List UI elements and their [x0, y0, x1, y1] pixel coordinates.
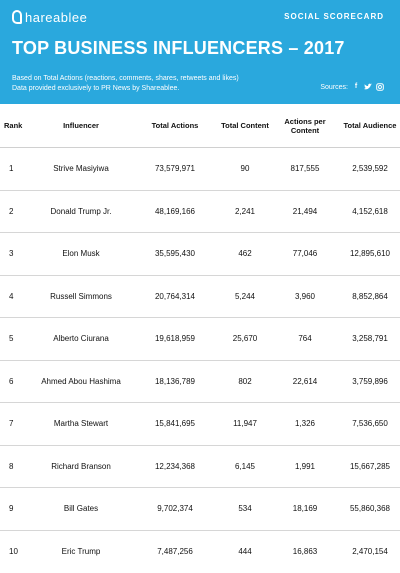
cell-actions-per-content: 77,046 — [270, 249, 340, 258]
cell-total-content: 2,241 — [220, 207, 270, 216]
cell-total-content: 11,947 — [220, 419, 270, 428]
cell-actions-per-content: 18,169 — [270, 504, 340, 513]
cell-influencer: Richard Branson — [32, 462, 130, 471]
cell-total-audience: 55,860,368 — [340, 504, 400, 513]
shareablee-logo — [12, 8, 87, 26]
influencer-table — [0, 104, 400, 573]
cell-total-audience: 2,470,154 — [340, 547, 400, 556]
table-row — [0, 361, 400, 404]
table-row — [0, 276, 400, 319]
cell-rank: 1 — [0, 164, 32, 173]
cell-total-actions: 12,234,368 — [130, 462, 220, 471]
table-row — [0, 403, 400, 446]
cell-total-actions: 48,169,166 — [130, 207, 220, 216]
col-header-rank: Rank — [0, 121, 32, 130]
cell-influencer: Elon Musk — [32, 249, 130, 258]
cell-rank: 9 — [0, 504, 32, 513]
cell-total-audience: 12,895,610 — [340, 249, 400, 258]
cell-total-actions: 7,487,256 — [130, 547, 220, 556]
cell-influencer: Russell Simmons — [32, 292, 130, 301]
table-row — [0, 148, 400, 191]
cell-actions-per-content: 1,991 — [270, 462, 340, 471]
cell-total-audience: 15,667,285 — [340, 462, 400, 471]
cell-actions-per-content: 3,960 — [270, 292, 340, 301]
col-header-total-content: Total Content — [220, 121, 270, 130]
cell-actions-per-content: 1,326 — [270, 419, 340, 428]
sources — [320, 83, 384, 91]
subtitle-line-2: Data provided exclusively to PR News by Shareablee. — [12, 84, 312, 94]
facebook-icon: f — [352, 83, 360, 91]
cell-actions-per-content: 764 — [270, 334, 340, 343]
table-row — [0, 191, 400, 234]
cell-rank: 2 — [0, 207, 32, 216]
instagram-icon — [376, 83, 384, 91]
cell-total-actions: 18,136,789 — [130, 377, 220, 386]
sources-label: Sources: — [320, 84, 348, 91]
cell-total-actions: 15,841,695 — [130, 419, 220, 428]
cell-rank: 3 — [0, 249, 32, 258]
cell-influencer: Alberto Ciurana — [32, 334, 130, 343]
col-header-total-actions: Total Actions — [130, 121, 220, 130]
cell-total-audience: 7,536,650 — [340, 419, 400, 428]
cell-rank: 5 — [0, 334, 32, 343]
table-body — [0, 148, 400, 573]
cell-influencer: Donald Trump Jr. — [32, 207, 130, 216]
cell-rank: 10 — [0, 547, 32, 556]
cell-total-actions: 19,618,959 — [130, 334, 220, 343]
cell-total-audience: 3,759,896 — [340, 377, 400, 386]
cell-rank: 7 — [0, 419, 32, 428]
table-row — [0, 488, 400, 531]
cell-actions-per-content: 817,555 — [270, 164, 340, 173]
table-row — [0, 318, 400, 361]
twitter-icon — [364, 83, 372, 91]
table-header — [0, 104, 400, 148]
cell-total-content: 462 — [220, 249, 270, 258]
cell-total-content: 25,670 — [220, 334, 270, 343]
table-row — [0, 531, 400, 573]
table-row — [0, 446, 400, 489]
cell-actions-per-content: 21,494 — [270, 207, 340, 216]
header-banner — [0, 0, 400, 104]
cell-total-content: 5,244 — [220, 292, 270, 301]
col-header-influencer: Influencer — [32, 121, 130, 130]
cell-influencer: Martha Stewart — [32, 419, 130, 428]
cell-total-content: 444 — [220, 547, 270, 556]
cell-influencer: Bill Gates — [32, 504, 130, 513]
subtitle-line-1: Based on Total Actions (reactions, comments, shares, retweets and likes) — [12, 74, 312, 84]
cell-total-content: 6,145 — [220, 462, 270, 471]
cell-total-actions: 73,579,971 — [130, 164, 220, 173]
cell-rank: 6 — [0, 377, 32, 386]
cell-total-content: 534 — [220, 504, 270, 513]
cell-total-audience: 3,258,791 — [340, 334, 400, 343]
scorecard-label: SOCIAL SCORECARD — [284, 12, 384, 21]
cell-actions-per-content: 16,863 — [270, 547, 340, 556]
logo-text: hareablee — [25, 10, 87, 25]
col-header-actions-per-content: Actions per Content — [270, 117, 340, 135]
cell-total-actions: 9,702,374 — [130, 504, 220, 513]
table-row — [0, 233, 400, 276]
cell-total-content: 90 — [220, 164, 270, 173]
cell-total-actions: 35,595,430 — [130, 249, 220, 258]
shareablee-logo-mark-icon — [12, 10, 22, 24]
subtitle — [12, 74, 312, 93]
cell-influencer: Strive Masiyiwa — [32, 164, 130, 173]
col-header-total-audience: Total Audience — [340, 121, 400, 130]
cell-total-audience: 4,152,618 — [340, 207, 400, 216]
cell-influencer: Eric Trump — [32, 547, 130, 556]
cell-total-content: 802 — [220, 377, 270, 386]
cell-actions-per-content: 22,614 — [270, 377, 340, 386]
cell-influencer: Ahmed Abou Hashima — [32, 377, 130, 386]
cell-total-audience: 2,539,592 — [340, 164, 400, 173]
cell-rank: 4 — [0, 292, 32, 301]
cell-total-audience: 8,852,864 — [340, 292, 400, 301]
cell-rank: 8 — [0, 462, 32, 471]
cell-total-actions: 20,764,314 — [130, 292, 220, 301]
page-title: TOP BUSINESS INFLUENCERS – 2017 — [12, 38, 345, 59]
